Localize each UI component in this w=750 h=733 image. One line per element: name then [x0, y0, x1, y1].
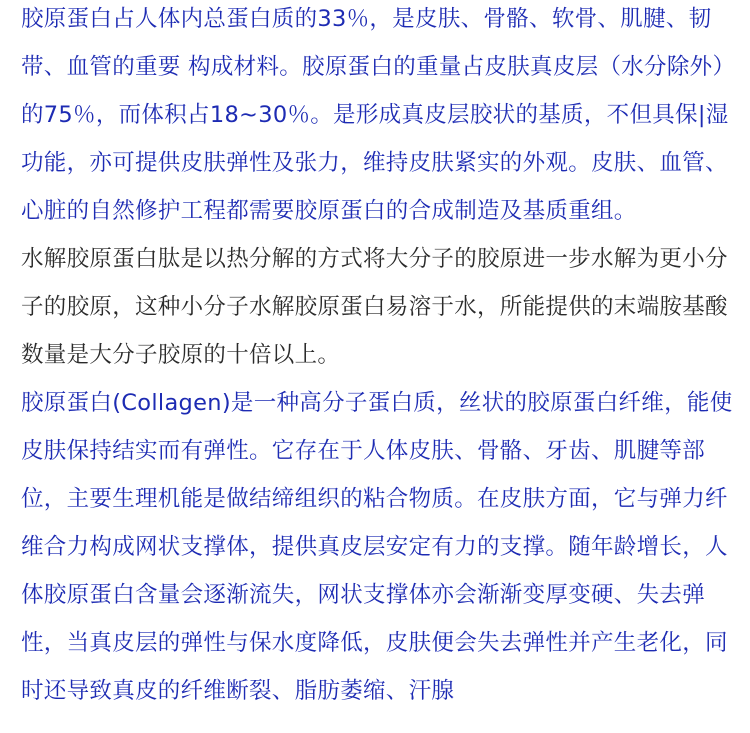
paragraph-collagen-overview: 胶原蛋白占人体内总蛋白质的33％，是皮肤、骨骼、软骨、肌腱、韧带、血管的重要 构成材料。胶原蛋白的重量占皮肤真皮层（水分除外）的75％，而体积占18~30％。是形成真皮层胶状的基质，不但具保|湿功能，亦可提供皮肤弹性及张力，维持皮肤紧实的外观。皮肤、血管、心脏的自然修护工程都需要胶原蛋白的合成制造及基质重组。 [21, 6, 736, 224]
paragraph-hydrolyzed-collagen: 水解胶原蛋白肽是以热分解的方式将大分子的胶原进一步水解为更小分子的胶原，这种小分子水解胶原蛋白易溶于水，所能提供的末端胺基酸数量是大分子胶原的十倍以上。 [21, 246, 728, 368]
paragraph-collagen-function: 胶原蛋白(Collagen)是一种高分子蛋白质，丝状的胶原蛋白纤维，能使皮肤保持结实而有弹性。它存在于人体皮肤、骨骼、牙齿、肌腱等部位，主要生理机能是做结缔组织的粘合物质。在皮肤方面，它与弹力纤维合力构成网状支撑体，提供真皮层安定有力的支撑。随年龄增长，人体胶原蛋白含量会逐渐流失，网状支撑体亦会渐渐变厚变硬、失去弹性，当真皮层的弹性与保水度降低，皮肤便会失去弹性并产生老化，同时还导致真皮的纤维断裂、脂肪萎缩、汗腺 [21, 390, 733, 704]
